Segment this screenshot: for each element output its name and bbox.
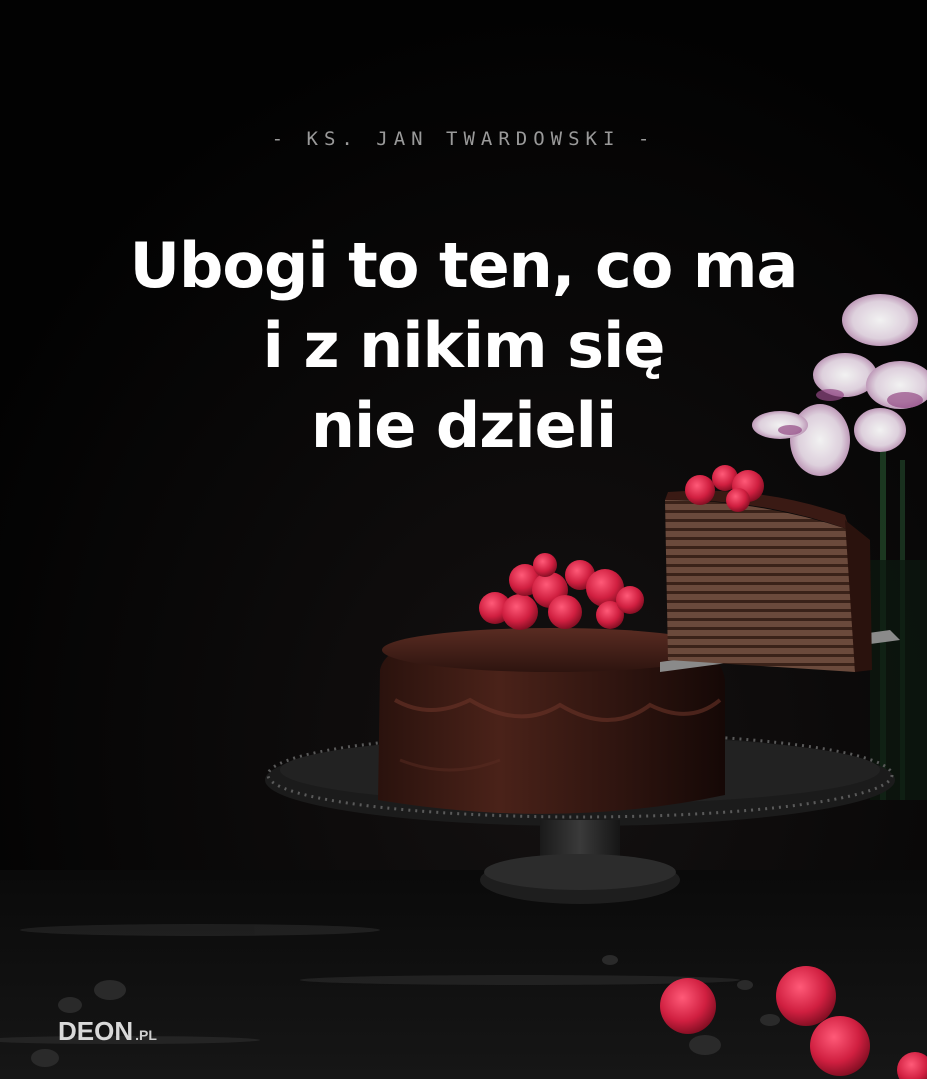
quote-line: nie dzieli: [310, 389, 617, 462]
logo-domain: .PL: [135, 1027, 157, 1043]
deon-logo: [58, 1016, 157, 1048]
quote-text: [60, 226, 867, 466]
quote-line: Ubogi to ten, co ma: [129, 229, 798, 302]
quote-line: i z nikim się: [262, 309, 665, 382]
author-name: - KS. JAN TWARDOWSKI -: [271, 128, 656, 150]
logo-main: DEON: [58, 1016, 134, 1046]
